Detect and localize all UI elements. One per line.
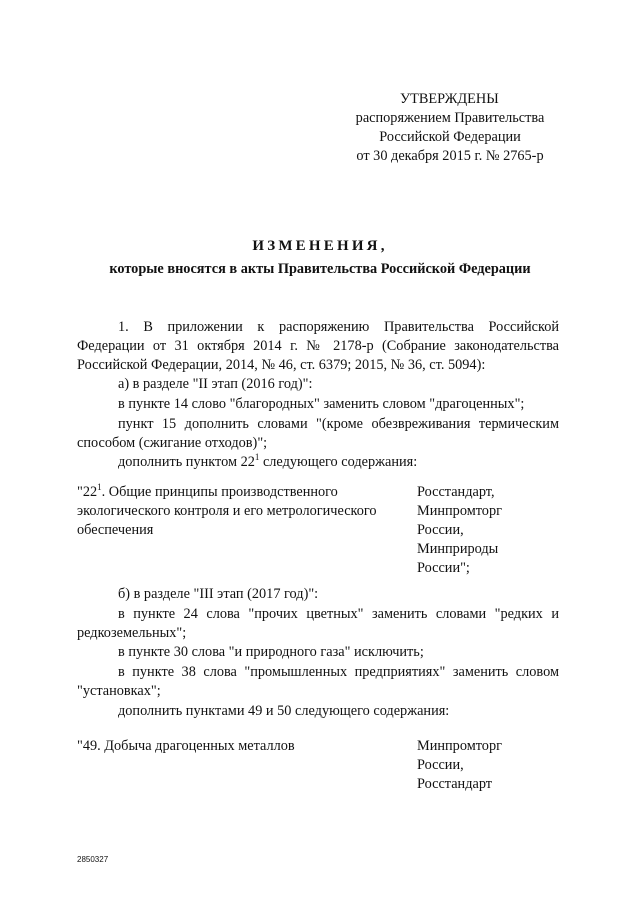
subsection-b-item-2: в пункте 30 слова "и природного газа" исключить; bbox=[118, 644, 424, 660]
page-title: ИЗМЕНЕНИЯ, bbox=[252, 238, 388, 254]
approval-country: Российской Федерации bbox=[379, 129, 521, 145]
document-code: 2850327 bbox=[77, 855, 109, 864]
table-1-left-line-3: обеспечения bbox=[77, 522, 154, 538]
subsection-b-item-1-line-2: редкоземельных"; bbox=[77, 625, 187, 641]
page-subtitle: которые вносятся в акты Правительства Российской Федерации bbox=[109, 261, 531, 277]
subsection-a-item-3: дополнить пунктом $22^1$ следующего содержания: bbox=[118, 452, 418, 470]
table-2-left-line-1: "49. Добыча драгоценных металлов bbox=[77, 738, 295, 754]
table-1-left-line-2: экологического контроля и его метрологического bbox=[77, 503, 377, 519]
subsection-a-item-2-line-1: пункт 15 дополнить словами "(кроме обезвреживания термическим bbox=[118, 416, 559, 432]
subsection-b-item-4: дополнить пунктами 49 и 50 следующего содержания: bbox=[118, 703, 450, 719]
table-1-right-line-1: Росстандарт, bbox=[417, 484, 495, 500]
subsection-a-item-2-line-2: способом (сжигание отходов)"; bbox=[77, 435, 268, 451]
table-1-right-line-3: России, bbox=[417, 522, 464, 538]
approval-authority: распоряжением Правительства bbox=[355, 110, 545, 126]
subsection-a-heading: а) в разделе "II этап (2016 год)": bbox=[118, 376, 313, 392]
subsection-b-item-1-line-1: в пункте 24 слова "прочих цветных" заменить словами "редких и bbox=[118, 606, 559, 622]
table-2-right-line-1: Минпромторг bbox=[417, 738, 502, 754]
paragraph-1-line-1: 1. В приложении к распоряжению Правительства Российской bbox=[118, 319, 559, 335]
table-1-right-line-5: России"; bbox=[417, 560, 470, 576]
table-1-right-line-2: Минпромторг bbox=[417, 503, 502, 519]
subsection-b-heading: б) в разделе "III этап (2017 год)": bbox=[118, 586, 319, 602]
table-1-left-line-1: "$22^1$. Общие принципы производственного bbox=[77, 482, 338, 500]
table-2-right-line-2: России, bbox=[417, 757, 464, 773]
paragraph-1-line-2: Федерации от 31 октября 2014 г. № 2178-р (Собрание законодательства bbox=[77, 338, 559, 354]
subsection-b-item-3-line-1: в пункте 38 слова "промышленных предприятиях" заменить словом bbox=[118, 664, 559, 680]
approval-date-number: от 30 декабря 2015 г. № 2765-р bbox=[356, 148, 544, 164]
paragraph-1-line-3: Российской Федерации, 2014, № 46, ст. 6379; 2015, № 36, ст. 5094): bbox=[77, 357, 486, 373]
table-1-right-line-4: Минприроды bbox=[417, 541, 499, 557]
subsection-a-item-1: в пункте 14 слово "благородных" заменить словом "драгоценных"; bbox=[118, 396, 525, 412]
subsection-b-item-3-line-2: "установках"; bbox=[77, 683, 161, 699]
approval-label: УТВЕРЖДЕНЫ bbox=[400, 91, 499, 107]
table-2-right-line-3: Росстандарт bbox=[417, 776, 493, 792]
